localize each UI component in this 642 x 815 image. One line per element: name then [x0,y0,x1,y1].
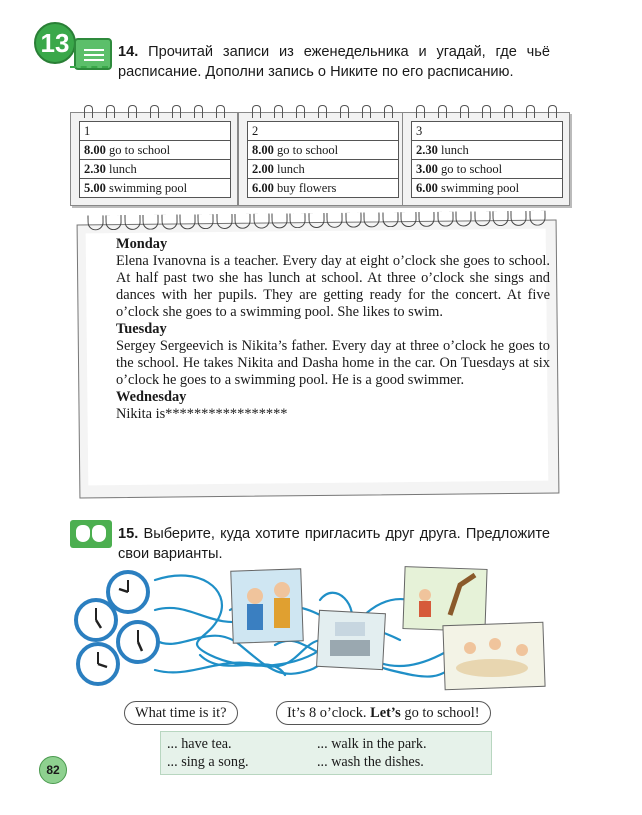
task-14-instructions [118,42,550,82]
monday-heading: Monday [116,236,168,252]
schedule-activity: lunch [109,161,137,176]
monday-entry: Elena Ivanovna is a teacher. Every day at eight o’clock she goes to school. At half past two she has lunch at school. At three o’clock she sings and dances with her pupils. They are getting ready for the concert. At five o’clock she goes to a swimming pool. She likes to swim. [116,253,550,320]
divider [70,66,108,68]
lesson-number-badge [34,22,76,64]
schedule-activity: buy flowers [277,180,337,195]
theatre-masks-icon [70,520,112,548]
task-15-text: Выберите, куда хотите пригласить друг друга. Предложите свои варианты. [118,526,550,562]
schedule-time: 2.30 [84,161,106,176]
clock-maze-illustration [60,560,560,696]
schedule-activity: lunch [441,142,469,157]
schedule-id: 1 [80,122,231,141]
phrase-box [160,731,492,775]
phrase-item: ... wash the dishes. [317,754,424,770]
schedule-activity: go to school [441,161,503,176]
schedule-time: 3.00 [416,161,438,176]
schedule-id: 2 [248,122,399,141]
task-15-instructions [118,524,550,564]
schedule-activity: swimming pool [109,180,188,195]
phrase-item: ... walk in the park. [317,736,427,752]
clocks [76,572,158,684]
schedule-time: 2.30 [416,142,438,157]
tuesday-heading: Tuesday [116,321,167,337]
answer-bubble [276,701,491,725]
answer-prefix: It’s 8 o’clock. [287,705,367,721]
task-15-number: 15. [118,526,139,542]
lesson-number: 13 [40,27,70,58]
question-bubble [124,701,238,725]
phrase-item: ... have tea. [167,736,232,752]
answer-suffix: go to school! [404,705,480,721]
schedule-card-2 [238,112,406,206]
schedule-activity: go to school [277,142,339,157]
schedule-card-1 [70,112,238,206]
schedule-activity: lunch [277,161,305,176]
question-text: What time is it? [135,705,227,721]
task-14-text: Прочитай записи из еженедельника и угадай, где чьё расписание. Дополни запись о Никите по его расписанию. [118,44,550,80]
answer-bold: Let’s [370,705,401,721]
schedule-time: 8.00 [252,142,274,157]
schedule-table [411,121,563,198]
schedule-time: 5.00 [84,180,106,195]
tuesday-entry: Sergey Sergeevich is Nikita’s father. Every day at three o’clock he goes to the school. He takes Nikita and Dasha home in the car. On Tuesdays at six o’clock he goes to a swimming pool. He is a good swimmer. [116,338,550,388]
phrase-item: ... sing a song. [167,754,249,770]
page-number: 82 [46,763,60,777]
schedule-time: 6.00 [252,180,274,195]
schedule-activity: swimming pool [441,180,520,195]
schedule-card-3 [402,112,570,206]
diary-text [116,236,550,423]
schedule-table [247,121,399,198]
schedule-activity: go to school [109,142,171,157]
wednesday-entry: Nikita is***************** [116,406,288,422]
schedule-table [79,121,231,198]
schedule-time: 6.00 [416,180,438,195]
schedule-id: 3 [412,122,563,141]
schedule-time: 2.00 [252,161,274,176]
task-14-number: 14. [118,44,139,60]
page-number-badge [39,756,67,784]
schedule-time: 8.00 [84,142,106,157]
wednesday-heading: Wednesday [116,389,187,405]
